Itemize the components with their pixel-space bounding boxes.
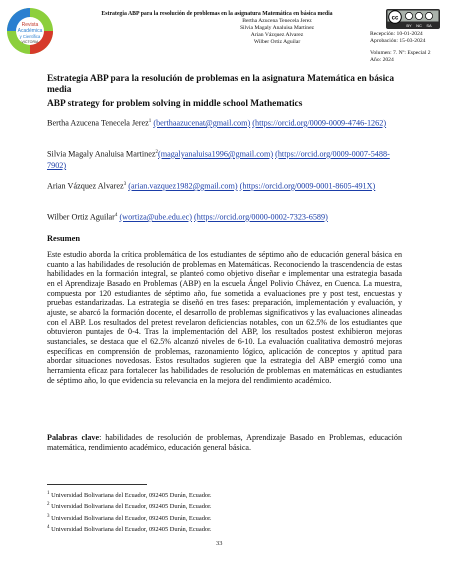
by-label: BY — [406, 23, 412, 28]
running-author-1: Bertha Azucena Tenecela Jerez — [242, 18, 312, 24]
author-name: Silvia Magaly Analuisa Martinez — [47, 149, 156, 159]
volume-block — [370, 50, 448, 64]
reception-date: Recepción: 10-01-2024 — [370, 31, 423, 37]
author-2 — [47, 147, 402, 171]
sa-label: SA — [426, 23, 432, 28]
dates-block — [370, 31, 448, 45]
author-orcid-link[interactable]: (https://orcid.org/0000-0002-7323-6589) — [194, 212, 328, 222]
footnote-1 — [47, 489, 347, 500]
footnote-4 — [47, 523, 347, 534]
year: Año: 2024 — [370, 57, 394, 63]
running-author-2: Silvia Magaly Analuisa Martinez — [239, 25, 315, 31]
author-email-link[interactable]: (magalyanaluisa1996@gmail.com) — [157, 149, 274, 159]
footnote-sup: 3 — [47, 513, 50, 519]
volume-number: Volumen: 7. Nº: Especial 2 — [370, 50, 431, 56]
logo-text-4: VICTORIA — [21, 40, 39, 44]
approval-date: Aprobación: 15-03-2024 — [370, 38, 426, 44]
journal-logo — [5, 6, 55, 56]
nc-label: NC — [416, 23, 422, 28]
author-email-link[interactable]: (wortiza@ube.edu.ec) — [119, 212, 192, 222]
author-email-link[interactable]: (arian.vazquez1982@gmail.com) — [128, 181, 238, 191]
abstract-text: Este estudio aborda la crítica problemática de los estudiantes de séptimo año de educación general básica en cuanto a las habilidades de resolución de problemas en Matemáticas. Reconociendo la trascendencia de estas habilidades en la formación integral, se planteó como objetivo diseñar e implementar una estrategia basada en el Aprendizaje Basado en Problemas (ABP) en la escuela Ángel Polivio Chávez, en Cuenca. La muestra, compuesta por 120 estudiantes de séptimo año, fue sometida a evaluaciones pre y post test, encuestas y pruebas estandarizadas. La estrategia se diseñó en tres fases: preparación, implementación y evaluación, y ajuste, se abarcó la formación docente, el desarrollo de problemas significativos y las evaluaciones alineadas con el ABP. Los resultados del pretest revelaron deficiencias notables, con un 62.5% de los estudiantes que obtuvieron puntajes de 0-4. Tras la implementación del ABP, los resultados postest exhibieron mejoras sustanciales, se destaca que el 62.5% alcanzó niveles de 6-10. La evaluación cualitativa demostró mejoras específicas en comprensión de problemas, razonamiento lógico, aplicación de conceptos y aptitud para abordar situaciones novedosas. Estos resultados sugieren que la estrategia del ABP emergió como una herramienta eficaz para fortalecer las habilidades de resolución de problemas en matemáticas en estudiantes de séptimo año, lo que evidencia su relevancia en la mejora del rendimiento académico. — [47, 250, 402, 385]
footnote-3 — [47, 512, 347, 523]
cc-license-badge[interactable] — [386, 9, 440, 29]
footnote-2 — [47, 500, 347, 511]
author-4 — [47, 210, 402, 223]
logo-text-2: Académica — [17, 28, 43, 34]
article-title-es: Estrategia ABP para la resolución de problemas en la asignatura Matemática en básica media — [47, 74, 395, 95]
keywords-text: : habilidades de resolución de problemas, Aprendizaje Basado en Problemas, educación matemática, rendimiento académico, educación general básica. — [47, 433, 402, 452]
abstract-heading: Resumen — [47, 234, 81, 243]
cc-icon: cc — [391, 15, 399, 22]
running-author-4: Wilber Ortiz Aguilar — [253, 39, 301, 45]
logo-text-1: Revista — [21, 22, 39, 28]
running-author-3: Arian Vázquez Alvarez — [250, 32, 304, 38]
author-1 — [47, 116, 402, 129]
footnote-sup: 1 — [47, 491, 50, 496]
logo-text-3: y Científica — [19, 34, 41, 39]
running-title: Estrategia ABP para la resolución de problemas en la asignatura Matemática en básica media — [101, 11, 333, 17]
footnotes — [47, 489, 347, 534]
footnote-divider — [47, 484, 147, 485]
footnote-sup: 4 — [47, 524, 50, 530]
footnote-sup: 2 — [47, 502, 50, 508]
keywords-paragraph — [47, 433, 402, 453]
author-sup: 2 — [155, 150, 158, 155]
author-orcid-link[interactable]: (https://orcid.org/0009-0007-5488-7902) — [47, 149, 390, 171]
running-header — [62, 11, 372, 46]
author-name: Arian Vázquez Alvarez — [47, 181, 124, 191]
keywords-label: Palabras clave — [47, 433, 100, 442]
page-number: 33 — [216, 540, 223, 547]
footnote-text: Universidad Bolivariana del Ecuador, 092405 Durán, Ecuador. — [51, 526, 212, 534]
footnote-text: Universidad Bolivariana del Ecuador, 092405 Durán, Ecuador. — [51, 492, 212, 500]
author-sup: 1 — [148, 119, 152, 124]
author-email-link[interactable]: (berthaazucenat@gmail.com) — [153, 118, 251, 128]
author-name: Wilber Ortiz Aguilar — [47, 212, 115, 222]
footnote-text: Universidad Bolivariana del Ecuador, 092405 Durán, Ecuador. — [51, 503, 212, 511]
author-orcid-link[interactable]: (https://orcid.org/0009-0009-4746-1262) — [252, 118, 387, 128]
author-orcid-link[interactable]: (https://orcid.org/0009-0001-8605-491X) — [239, 181, 376, 191]
article-title-en: ABP strategy for problem solving in middle school Mathematics — [47, 99, 303, 109]
author-sup: 4 — [114, 213, 118, 218]
author-3 — [47, 179, 402, 192]
author-sup: 3 — [123, 182, 127, 187]
footnote-text: Universidad Bolivariana del Ecuador, 092405 Durán, Ecuador. — [51, 514, 212, 522]
author-name: Bertha Azucena Tenecela Jerez — [47, 118, 149, 128]
